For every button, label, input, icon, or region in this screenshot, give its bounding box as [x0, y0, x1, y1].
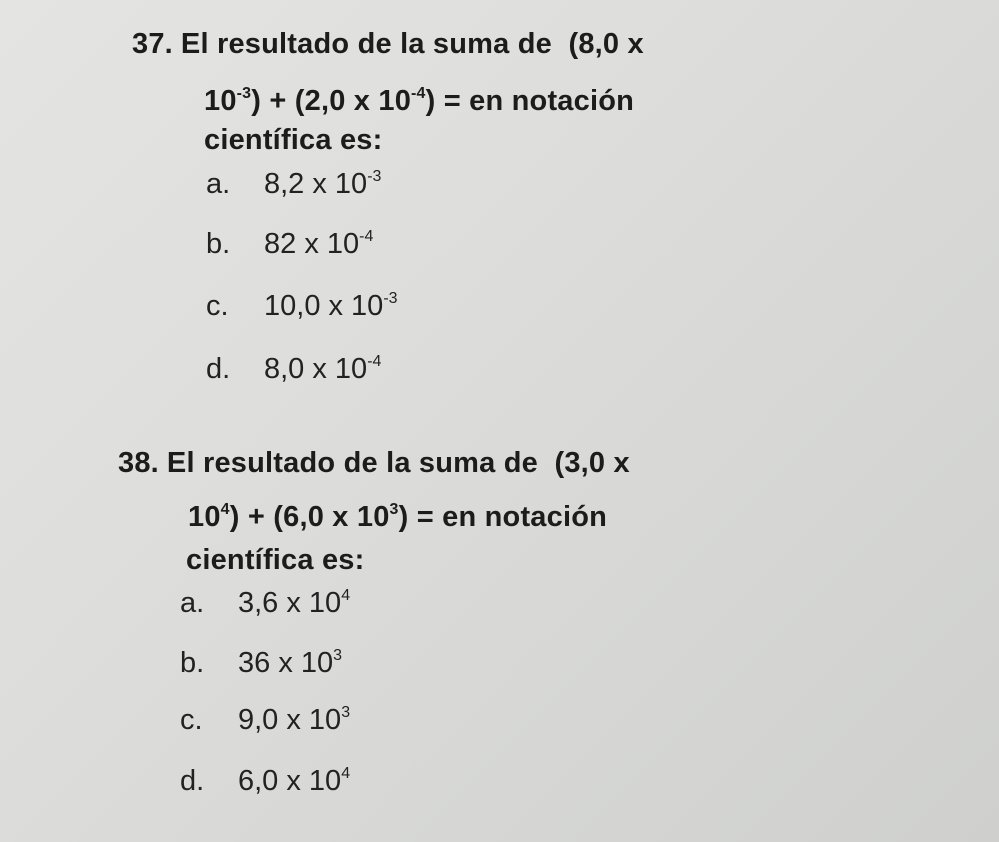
question-stem-line-2 — [204, 85, 634, 118]
option-d — [206, 353, 381, 386]
question-stem-line-3: científica es: — [186, 544, 365, 576]
option-c — [180, 704, 350, 737]
question-text: El resultado de la suma de — [166, 447, 538, 479]
option-letter: a. — [206, 168, 231, 200]
question-stem-line-1 — [118, 447, 630, 480]
expression-tail: ) = en notación — [398, 501, 608, 533]
option-d — [180, 765, 350, 798]
option-exponent: 3 — [341, 704, 351, 722]
exponent: 3 — [389, 501, 399, 519]
expression-open: (8,0 x — [568, 28, 644, 60]
option-value: 82 x 10 — [264, 228, 360, 260]
option-exponent: -4 — [359, 228, 374, 246]
option-value: 8,2 x 10 — [264, 168, 368, 200]
expression-tail: ) = en notación — [425, 85, 635, 117]
option-a — [180, 587, 350, 620]
option-exponent: -3 — [367, 168, 382, 186]
option-value: 6,0 x 10 — [238, 765, 342, 797]
question-stem-line-3: científica es: — [204, 124, 383, 156]
exponent: -3 — [236, 85, 252, 103]
option-value: 10,0 x 10 — [264, 290, 384, 322]
option-value: 36 x 10 — [238, 647, 334, 679]
question-stem-line-1 — [132, 28, 644, 61]
question-number: 38. — [118, 447, 159, 479]
expression-mid: ) + (6,0 x 10 — [229, 501, 390, 533]
option-exponent: 4 — [341, 765, 351, 783]
question-number: 37. — [132, 28, 173, 60]
option-letter: c. — [206, 290, 229, 322]
expression-base: 10 — [204, 85, 237, 117]
option-letter: b. — [180, 647, 205, 679]
option-exponent: 4 — [341, 587, 351, 605]
option-letter: d. — [180, 765, 205, 797]
option-letter: a. — [180, 587, 205, 619]
option-exponent: -4 — [367, 353, 382, 371]
option-b — [180, 647, 342, 680]
exponent: -4 — [411, 85, 426, 103]
option-exponent: -3 — [383, 290, 398, 308]
expression-base: 10 — [188, 501, 221, 533]
option-letter: c. — [180, 704, 203, 736]
option-exponent: 3 — [333, 647, 343, 665]
expression-mid: ) + (2,0 x 10 — [251, 85, 412, 117]
expression-open: (3,0 x — [554, 447, 630, 479]
option-c — [206, 290, 398, 323]
option-value: 8,0 x 10 — [264, 353, 368, 385]
question-stem-line-2 — [188, 501, 607, 534]
option-value: 9,0 x 10 — [238, 704, 342, 736]
option-value: 3,6 x 10 — [238, 587, 342, 619]
question-text: El resultado de la suma de — [180, 28, 552, 60]
option-b — [206, 228, 373, 261]
option-a — [206, 168, 381, 201]
option-letter: b. — [206, 228, 231, 260]
exponent: 4 — [220, 501, 230, 519]
option-letter: d. — [206, 353, 231, 385]
